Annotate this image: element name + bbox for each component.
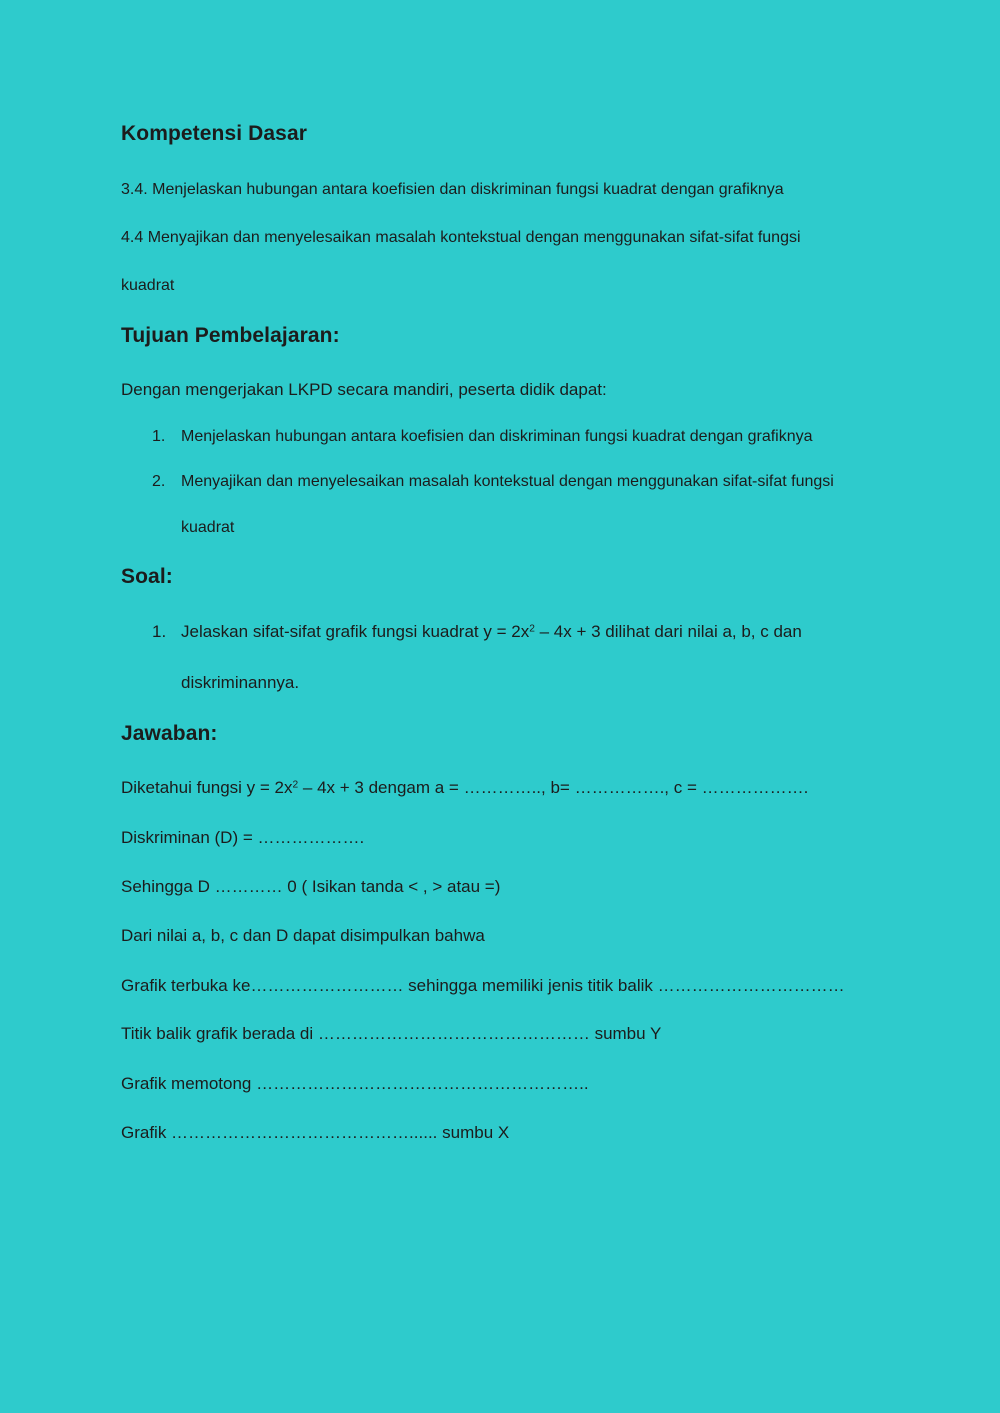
jawaban-grafik-sumbu-x: Grafik ……………………………………...... sumbu X <box>121 1123 510 1142</box>
soal-item-1-line1: Jelaskan sifat-sifat grafik fungsi kuadrat $y = 2x^2 - 4x + 3$ dilihat dari nilai a, b, c dan <box>181 622 802 641</box>
jawaban-grafik-terbuka: Grafik terbuka ke……………………… sehingga memiliki jenis titik balik …………………………… <box>121 976 845 995</box>
kd-3-4: 3.4. Menjelaskan hubungan antara koefisien dan diskriminan fungsi kuadrat dengan grafiknya <box>121 181 784 198</box>
tujuan-item-1-text: Menjelaskan hubungan antara koefisien dan diskriminan fungsi kuadrat dengan grafiknya <box>181 428 813 445</box>
jawaban-grafik-memotong: Grafik memotong ………………………………………………….. <box>121 1074 589 1093</box>
kd-4-4-line1: 4.4 Menyajikan dan menyelesaikan masalah kontekstual dengan menggunakan sifat-sifat fungsi <box>121 229 801 246</box>
tujuan-intro: Dengan mengerjakan LKPD secara mandiri, peserta didik dapat: <box>121 380 607 399</box>
jawaban-sehingga: Sehingga D ………… 0 ( Isikan tanda < , > atau =) <box>121 877 501 896</box>
jawaban-heading: Jawaban: <box>121 722 218 745</box>
tujuan-item-2-line1: Menyajikan dan menyelesaikan masalah kontekstual dengan menggunakan sifat-sifat fungsi <box>181 473 834 490</box>
kompetensi-heading: Kompetensi Dasar <box>121 122 307 145</box>
tujuan-item-2-line2: kuadrat <box>181 519 235 536</box>
soal-heading: Soal: <box>121 565 173 588</box>
soal-item-1-number: 1. <box>152 622 167 641</box>
kd-4-4-line2: kuadrat <box>121 277 175 294</box>
tujuan-heading: Tujuan Pembelajaran: <box>121 324 340 347</box>
jawaban-dari-nilai: Dari nilai a, b, c dan D dapat disimpulkan bahwa <box>121 926 485 945</box>
soal-item-1-line2: diskriminannya. <box>181 673 300 692</box>
jawaban-diskriminan: Diskriminan (D) = ………………. <box>121 828 365 847</box>
tujuan-item-2-number: 2. <box>152 473 166 490</box>
jawaban-titik-balik: Titik balik grafik berada di ………………………………………… sumbu Y <box>121 1024 662 1043</box>
jawaban-diketahui: Diketahui fungsi $y = 2x^2 - 4x + 3$ dengam a = ………….., b= ……………., c = ………………. <box>121 778 809 797</box>
tujuan-item-1-number: 1. <box>152 428 166 445</box>
